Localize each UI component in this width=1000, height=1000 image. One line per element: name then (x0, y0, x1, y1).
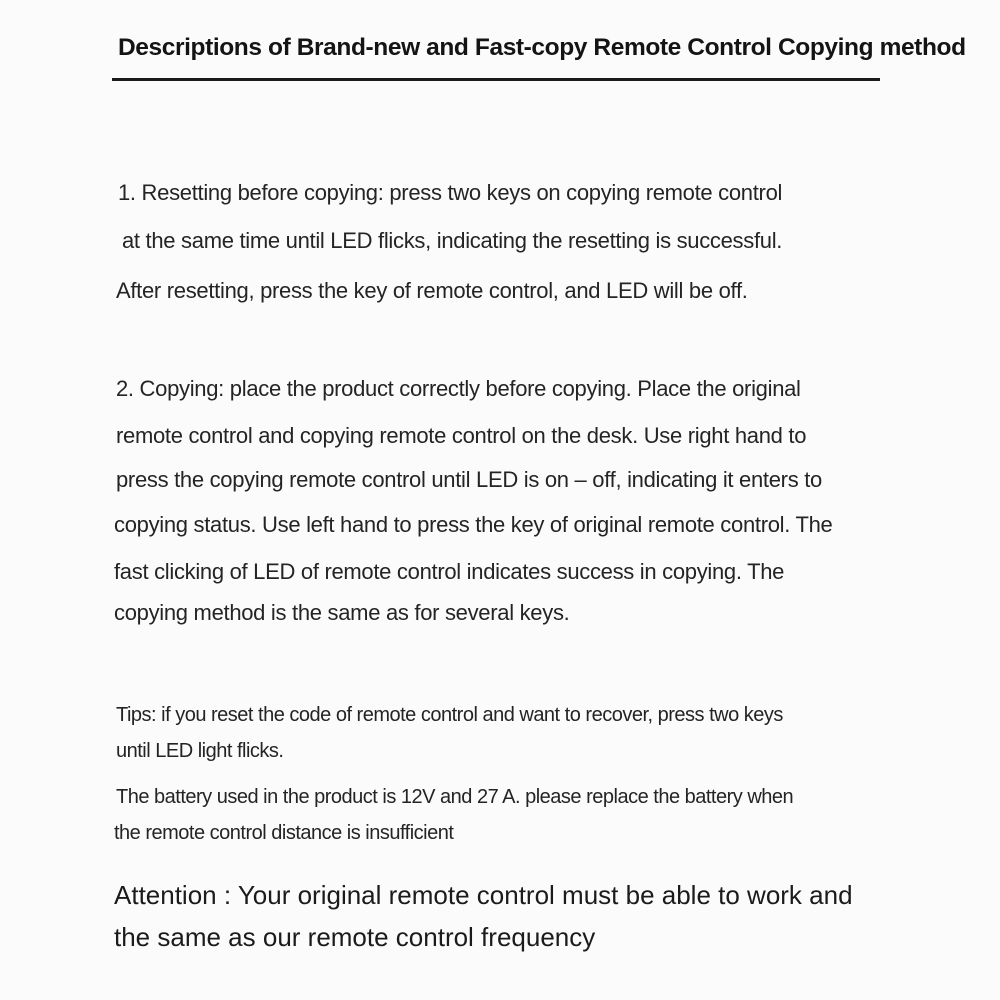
title-underline (112, 78, 880, 81)
attention-line-2: the same as our remote control frequency (114, 922, 596, 952)
section1-line-2: at the same time until LED flicks, indicating the resetting is successful. (122, 228, 783, 253)
tips-line-4: the remote control distance is insufficient (114, 822, 454, 844)
tips-line-3: The battery used in the product is 12V and 27 A. please replace the battery when (116, 786, 794, 808)
section2-line-5: fast clicking of LED of remote control indicates success in copying. The (114, 559, 785, 584)
section2-line-3: press the copying remote control until LED is on – off, indicating it enters to (116, 467, 822, 492)
attention-line-1: Attention : Your original remote control must be able to work and (114, 880, 853, 910)
page-title: Descriptions of Brand-new and Fast-copy Remote Control Copying method (118, 34, 966, 61)
section2-line-6: copying method is the same as for several keys. (114, 600, 570, 625)
section2-line-4: copying status. Use left hand to press the key of original remote control. The (114, 512, 833, 537)
section1-line-1: 1. Resetting before copying: press two keys on copying remote control (118, 180, 783, 205)
section2-line-1: 2. Copying: place the product correctly before copying. Place the original (116, 376, 801, 401)
section1-line-3: After resetting, press the key of remote control, and LED will be off. (116, 278, 748, 303)
tips-line-2: until LED light flicks. (116, 740, 284, 762)
tips-line-1: Tips: if you reset the code of remote control and want to recover, press two keys (116, 704, 783, 726)
section2-line-2: remote control and copying remote control on the desk. Use right hand to (116, 423, 807, 448)
